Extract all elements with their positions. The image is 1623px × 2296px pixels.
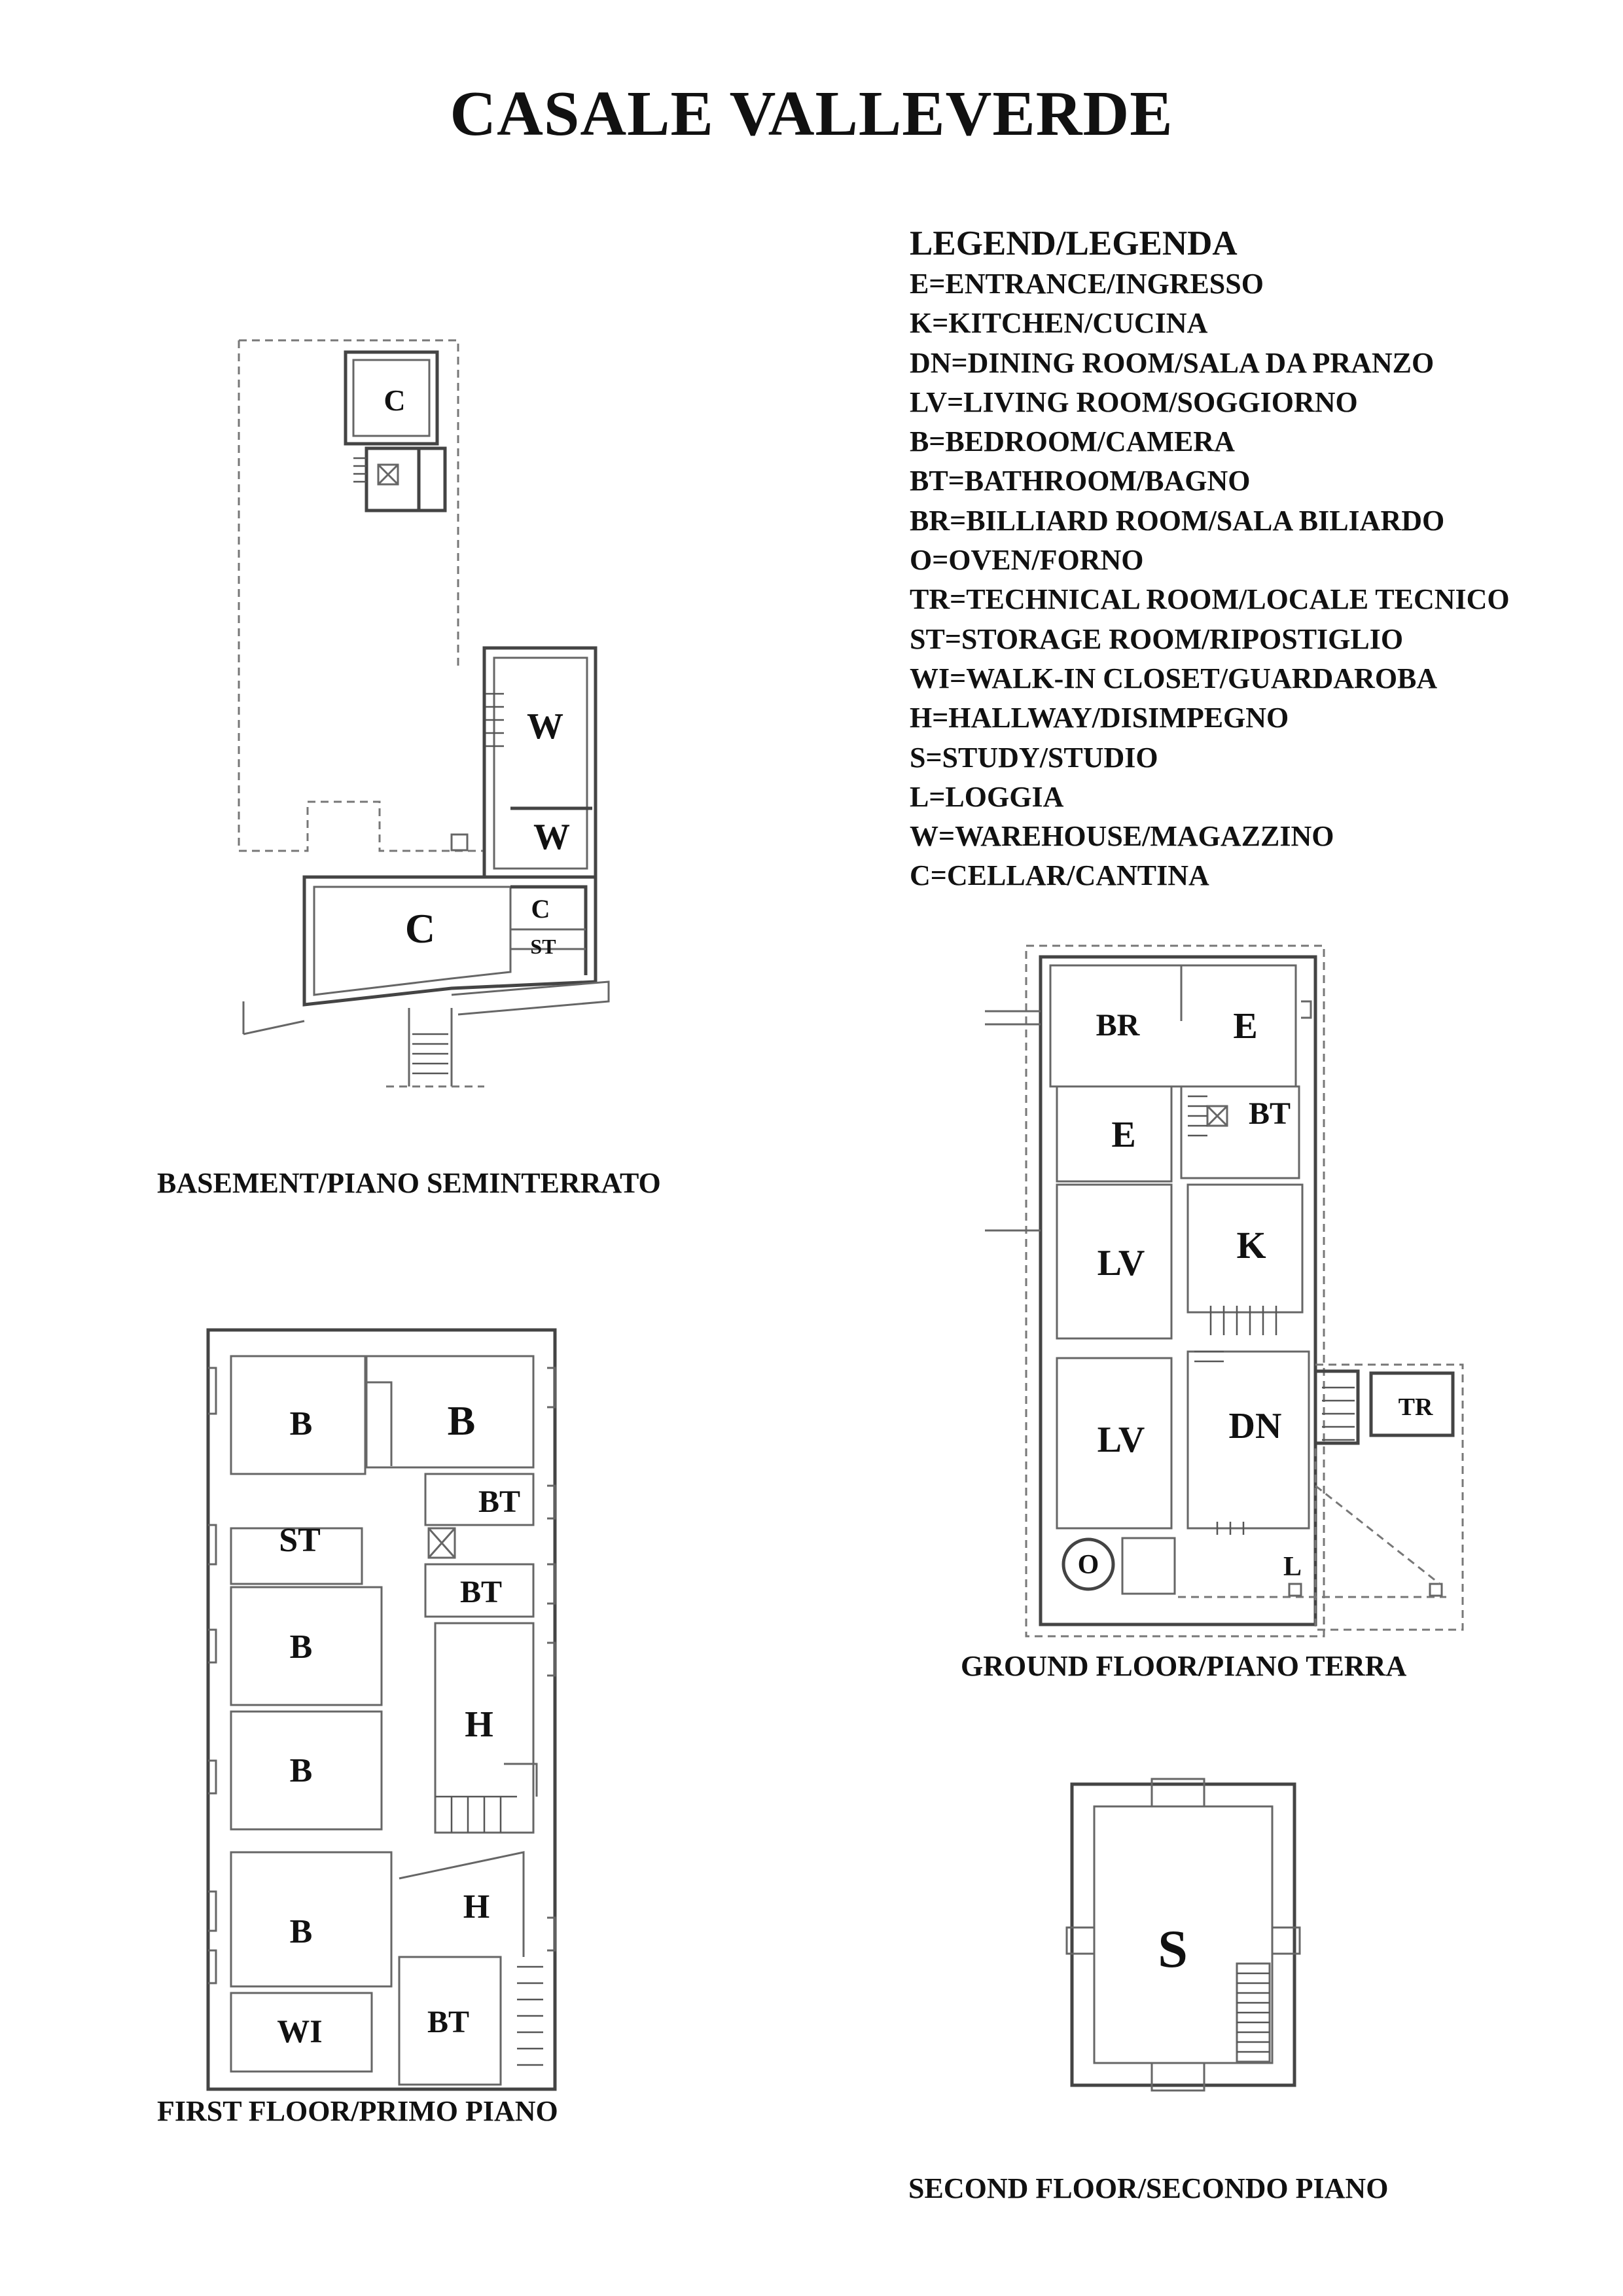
- first-floor-caption: FIRST FLOOR/PRIMO PIANO: [157, 2095, 558, 2127]
- room-label: W: [533, 817, 570, 857]
- room-label: LV: [1097, 1420, 1145, 1460]
- room-label: ST: [530, 935, 556, 958]
- legend-item: BR=BILLIARD ROOM/SALA BILIARDO: [910, 504, 1445, 537]
- room-label: B: [289, 1913, 313, 1950]
- legend-item: B=BEDROOM/CAMERA: [910, 425, 1235, 458]
- room-label: S: [1158, 1919, 1188, 1979]
- legend-item: TR=TECHNICAL ROOM/LOCALE TECNICO: [910, 583, 1510, 616]
- room-label: B: [289, 1405, 313, 1443]
- room-label: B: [289, 1752, 313, 1789]
- legend-item: H=HALLWAY/DISIMPEGNO: [910, 702, 1289, 734]
- room-label: E: [1233, 1006, 1258, 1047]
- legend-item: S=STUDY/STUDIO: [910, 741, 1158, 774]
- room-label: WI: [277, 2013, 323, 2049]
- room-label: BR: [1096, 1008, 1140, 1043]
- legend-item: C=CELLAR/CANTINA: [910, 859, 1209, 892]
- legend-item: L=LOGGIA: [910, 780, 1064, 813]
- basement-plan: [239, 340, 609, 1086]
- second-floor-plan: [1067, 1779, 1300, 2090]
- ground-floor-plan: [985, 946, 1463, 1636]
- room-label: ST: [279, 1522, 321, 1559]
- room-label: O: [1077, 1550, 1099, 1580]
- room-label: BT: [1248, 1096, 1291, 1131]
- room-label: K: [1236, 1224, 1266, 1266]
- room-label: C: [531, 894, 550, 924]
- legend-item: WI=WALK-IN CLOSET/GUARDAROBA: [910, 662, 1438, 694]
- second-floor-caption: SECOND FLOOR/SECONDO PIANO: [908, 2172, 1389, 2204]
- page-title: CASALE VALLEVERDE: [450, 79, 1173, 149]
- room-label: TR: [1398, 1393, 1433, 1421]
- legend-item: ST=STORAGE ROOM/RIPOSTIGLIO: [910, 622, 1404, 655]
- legend-item: W=WAREHOUSE/MAGAZZINO: [910, 820, 1334, 853]
- basement-caption: BASEMENT/PIANO SEMINTERRATO: [157, 1167, 661, 1199]
- legend-item: O=OVEN/FORNO: [910, 544, 1144, 577]
- room-label: L: [1283, 1552, 1302, 1582]
- room-label: C: [383, 384, 406, 417]
- room-label: BT: [478, 1484, 521, 1519]
- room-label: LV: [1097, 1243, 1145, 1283]
- legend-item: BT=BATHROOM/BAGNO: [910, 465, 1251, 497]
- first-floor-plan: [208, 1330, 555, 2089]
- legend-item: LV=LIVING ROOM/SOGGIORNO: [910, 386, 1358, 418]
- legend-item: DN=DINING ROOM/SALA DA PRANZO: [910, 346, 1435, 379]
- legend-item: K=KITCHEN/CUCINA: [910, 307, 1208, 340]
- room-label: H: [463, 1888, 490, 1926]
- room-label: B: [289, 1628, 313, 1666]
- legend-item: E=ENTRANCE/INGRESSO: [910, 268, 1264, 300]
- room-label: DN: [1228, 1406, 1282, 1446]
- room-label: B: [447, 1397, 476, 1444]
- room-label: C: [404, 905, 436, 952]
- ground-floor-caption: GROUND FLOOR/PIANO TERRA: [961, 1650, 1407, 1682]
- room-label: BT: [459, 1575, 503, 1609]
- room-label: W: [527, 706, 563, 747]
- room-label: E: [1111, 1115, 1136, 1155]
- room-label: BT: [427, 2005, 470, 2039]
- room-label: H: [465, 1704, 493, 1745]
- legend-heading: LEGEND/LEGENDA: [910, 224, 1238, 262]
